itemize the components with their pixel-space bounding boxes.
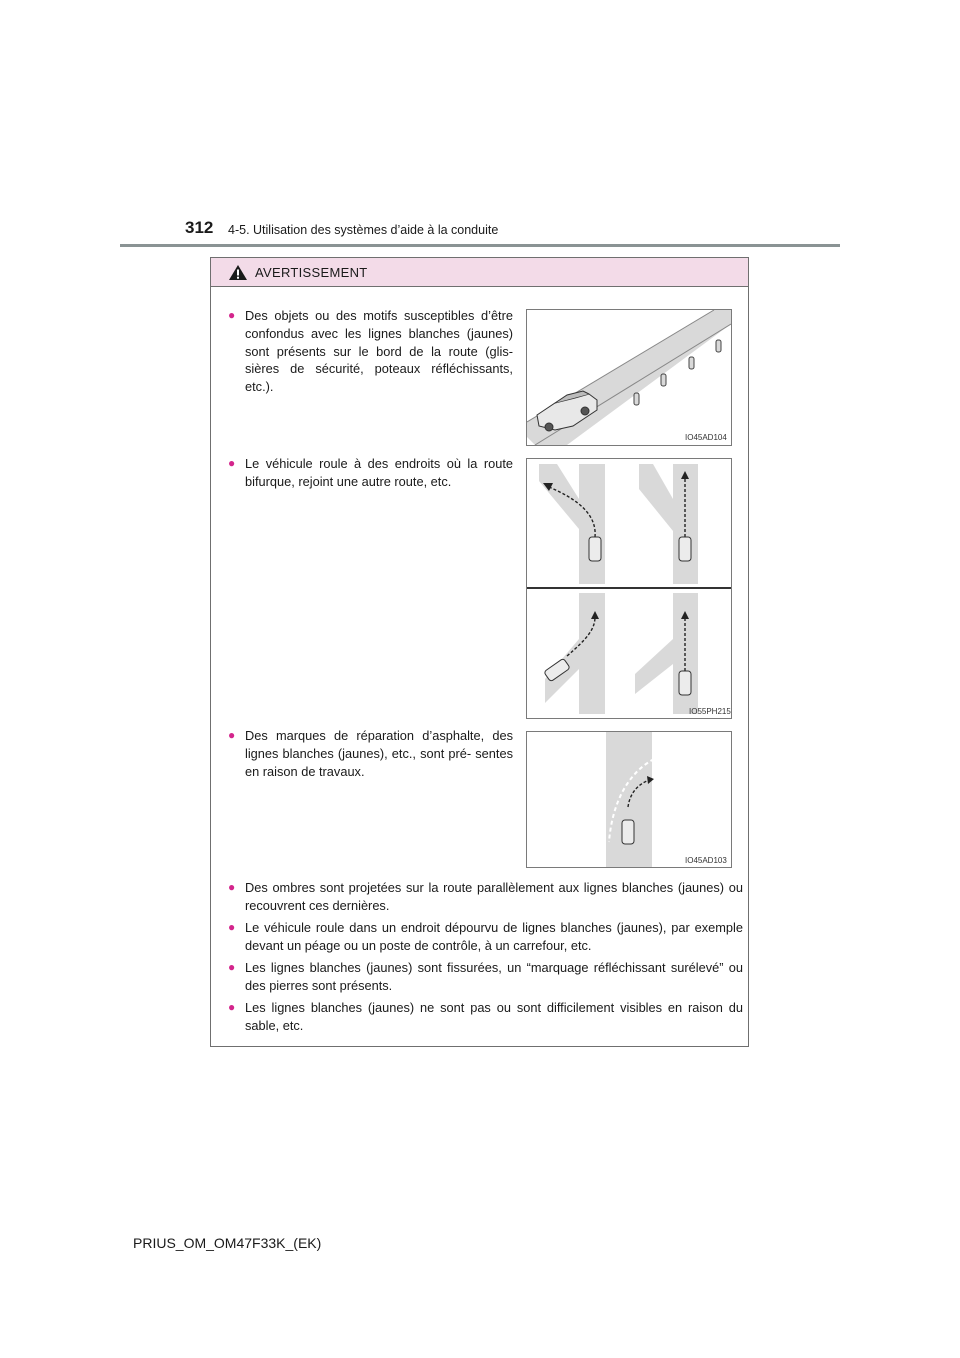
section-title: 4-5. Utilisation des systèmes d’aide à la conduite bbox=[228, 223, 499, 237]
bullet-icon: ● bbox=[228, 960, 236, 974]
bullet-icon: ● bbox=[228, 456, 236, 470]
bullet-icon: ● bbox=[228, 308, 236, 322]
bullet-icon: ● bbox=[228, 1000, 236, 1014]
figure-guardrail-posts bbox=[526, 309, 732, 446]
figure-code: IO55PH215 bbox=[689, 707, 731, 716]
document-code: PRIUS_OM_OM47F33K_(EK) bbox=[133, 1235, 322, 1251]
warning-header bbox=[211, 258, 748, 287]
warning-item bbox=[228, 999, 743, 1035]
warning-item-text: Le véhicule roule à des endroits où la route bifurque, rejoint une autre route, etc. bbox=[245, 456, 513, 489]
figure-road-forks bbox=[526, 458, 732, 719]
bullet-icon: ● bbox=[228, 920, 236, 934]
page-number: 312 bbox=[185, 218, 214, 237]
figure-code: IO45AD103 bbox=[685, 856, 727, 865]
warning-item-text: Des ombres sont projetées sur la route parallèlement aux lignes blanches (jaunes) ou recouvrent ces dernières. bbox=[245, 880, 743, 913]
bullet-icon: ● bbox=[228, 728, 236, 742]
header-rule bbox=[120, 244, 840, 247]
warning-triangle-icon bbox=[228, 264, 248, 281]
warning-item-text: Le véhicule roule dans un endroit dépourvu de lignes blanches (jaunes), par exemple devant un péage ou un poste de contrôle, à un carrefour, etc. bbox=[245, 920, 743, 953]
figure-repair-marks bbox=[526, 731, 732, 868]
figure-code: IO45AD104 bbox=[685, 433, 727, 442]
warning-item-text: Les lignes blanches (jaunes) ne sont pas ou sont difficilement visibles en raison du sable, etc. bbox=[245, 1000, 743, 1033]
warning-item-text: Des marques de réparation d’asphalte, des lignes blanches (jaunes), etc., sont pré- sentes en raison de travaux. bbox=[245, 728, 513, 779]
warning-item bbox=[228, 727, 513, 780]
warning-item bbox=[228, 307, 513, 396]
warning-item bbox=[228, 919, 743, 955]
warning-item bbox=[228, 959, 743, 995]
warning-item bbox=[228, 879, 743, 915]
warning-item-text: Des objets ou des motifs susceptibles d’être confondus avec les lignes blanches (jaunes) sont présents sur le bord de la route (glis- sières de sécurité, poteaux réfléchissants, etc.). bbox=[245, 308, 513, 395]
warning-title: AVERTISSEMENT bbox=[255, 265, 368, 280]
warning-item bbox=[228, 455, 513, 491]
bullet-icon: ● bbox=[228, 880, 236, 894]
warning-item-text: Les lignes blanches (jaunes) sont fissurées, un “marquage réfléchissant surélevé” ou des pierres sont présents. bbox=[245, 960, 743, 993]
